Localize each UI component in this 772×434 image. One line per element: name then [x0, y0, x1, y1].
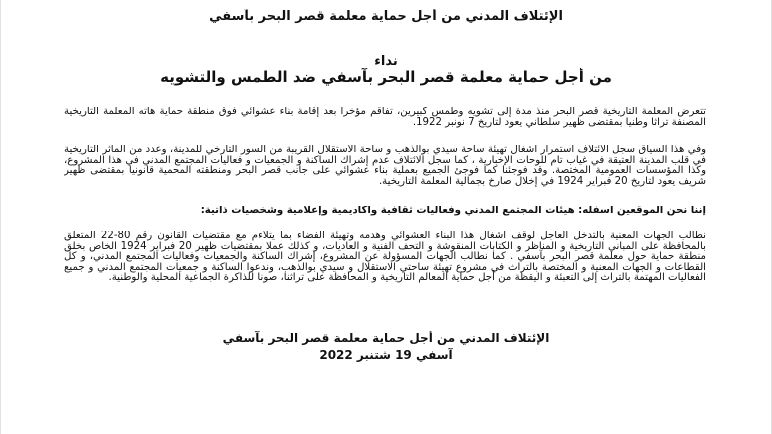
paragraph-intro: تتعرض المعلمة التاريخية قصر البحر منذ مدة إلى تشويه وطمس كبيرين، تفاقم مؤخرا بعد إقامة بناء عشوائي فوق منطقة حماية هاته المعلمة التاريخية المصنفة تراثا وطنيا بمقتضى ظهير سلطاني يعود لتاريخ 7 نونبر 1922.: [64, 107, 706, 128]
signature-organization: الإئتلاف المدني من أجل حماية معلمة قصر البحر بآسفي: [222, 331, 550, 345]
paragraph-demands: نطالب الجهات المعنية بالتدخل العاجل لوقف أشغال هذا البناء العشوائي وهدمه وتهيئة الفضاء بما يتلاءم مع مقتضيات القانون رقم 80-22 المتعلق بالمحافظة على المباني التاريخية و المناظر و الكتابات المنقوشة و التحف الفنية و العاديات، و كذلك عملا بمقتضيات ظهير 20 فبراير 1924 الخاص بخلق منطقة حماية حول معلمة قصر البحر بآسفي . كما نطالب الجهات المسؤولة عن المشروع، إشراك الساكنة والجمعيات وفعاليات المجتمع المدني، و كل القطاعات و الجهات المعنية و المختصة بالتراث في مشروع تهيئة ساحتي الاستقلال و سيدي بوالذهب، وندعوا الساكنة و جمعيات المجتمع المدني و جميع الفعاليات المهتمة بالتراث إلى التعبئة و اليقظة من أجل حماية المعالم التاريخية و المحافظة على تراثنا، صونا للذاكرة الجماعية المحلية والوطنية.: [64, 231, 706, 284]
appeal-label: نداء: [374, 54, 398, 69]
document-title: من أجل حماية معلمة قصر البحر بآسفي ضد الطمس والتشويه: [160, 68, 612, 86]
paragraph-signatories: إننا نحن الموقعين أسفله: هيئات المجتمع المدني وفعاليات ثقافية وأكاديمية وإعلامية وشخصيات ذاتية:: [200, 206, 706, 216]
document-header: الإئتلاف المدني من أجل حماية معلمة قصر البحر بآسفي: [209, 9, 563, 24]
paragraph-context: وفي هذا السياق سجل الائتلاف استمرار أشغال تهيئة ساحة سيدي بوالذهب و ساحة الاستقلال القريبة من السور التارخي للمدينة، وعدد من المآثر التاريخية في قلب المدينة العتيقة في غياب تام للوحات الإخبارية ، كما سجل الائتلاف عدم إشراك الساكنة و الجمعيات و فعاليات المجتمع المدني في هذا المشروع، وكذا المؤسسات العمومية المختصة. وقد فوجئنا كما فوجئ الجميع بعملية بناء عشوائي على جانب قصر البحر ومنطقته المحمية قانونيا بمقتضى ظهير شريف يعود لتاريخ 20 فبراير 1924 في إخلال صارخ بجمالية المعلمة التاريخية.: [64, 145, 706, 187]
signature-date: آسفي 19 شتنبر 2022: [319, 348, 453, 362]
